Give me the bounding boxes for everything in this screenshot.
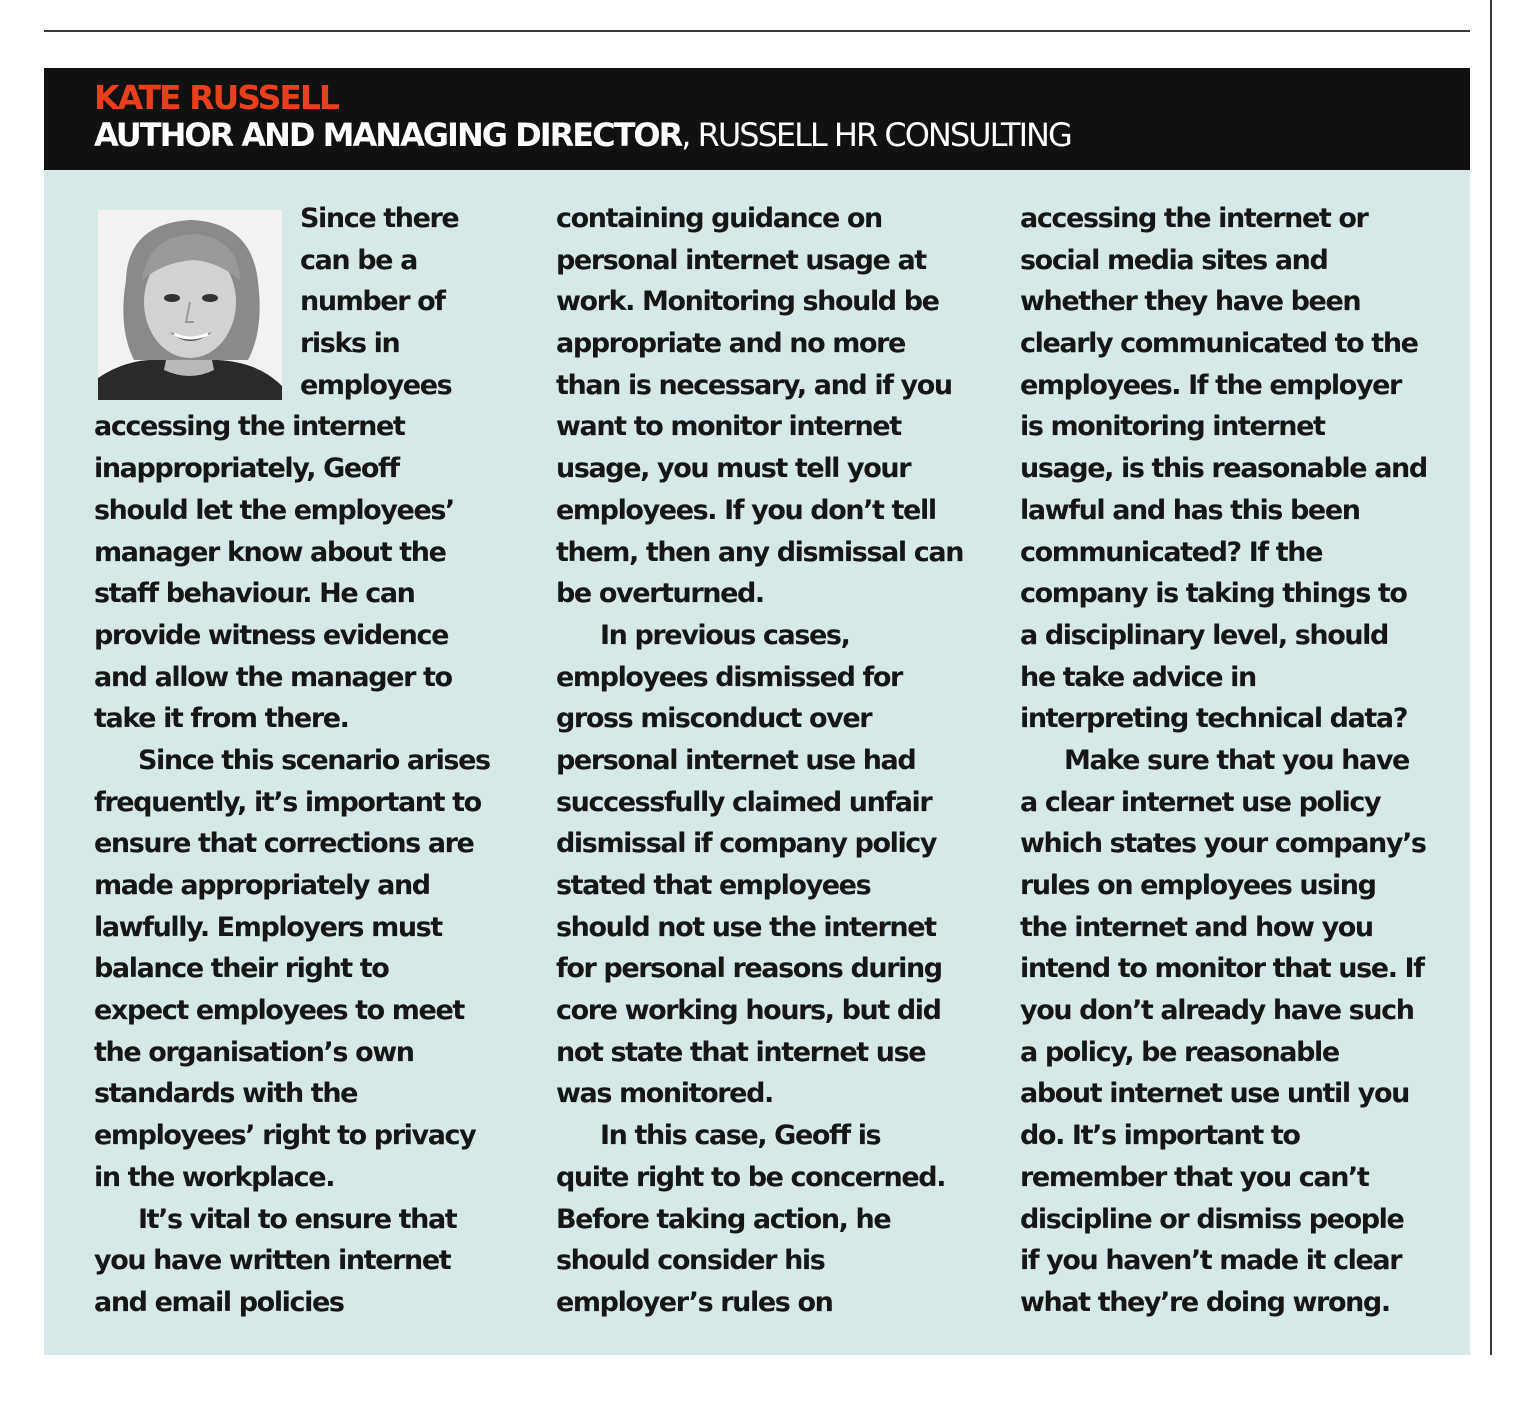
article-line: the internet and how you — [1020, 911, 1373, 943]
article-line: employees dismissed for — [556, 661, 902, 693]
article-line: appropriate and no more — [556, 328, 905, 360]
article-line: successfully claimed unfair — [556, 786, 932, 818]
article-column-1 — [94, 198, 490, 1324]
article-line: do. It’s important to — [1020, 1120, 1300, 1152]
article-line: accessing the internet or — [1020, 203, 1368, 234]
article-line: quite right to be concerned. — [556, 1161, 946, 1193]
article-line: employees — [300, 369, 452, 401]
author-role: AUTHOR AND MANAGING DIRECTOR — [94, 116, 682, 154]
column-rule — [1490, 0, 1492, 1355]
article-line: Since there — [300, 203, 459, 234]
article-line: stated that employees — [556, 870, 871, 901]
article-line: a policy, be reasonable — [1020, 1036, 1339, 1068]
article-line: should not use the internet — [556, 911, 936, 943]
article-line: standards with the — [94, 1078, 358, 1110]
article-line: lawfully. Employers must — [94, 911, 442, 943]
article-line: and allow the manager to — [94, 661, 452, 693]
article-line: lawful and has this been — [1020, 494, 1360, 526]
article-line: made appropriately and — [94, 870, 430, 901]
article-line: expect employees to meet — [94, 995, 464, 1027]
article-line: you have written internet — [94, 1245, 451, 1277]
article-line: and email policies — [94, 1286, 344, 1318]
article-line: Make sure that you have — [1064, 744, 1409, 776]
article-line: balance their right to — [94, 953, 389, 985]
article-line: than is necessary, and if you — [556, 369, 952, 401]
article-line: Before taking action, he — [556, 1203, 891, 1235]
article-line: Since this scenario arises — [138, 744, 490, 776]
article-line: if you haven’t made it clear — [1020, 1245, 1402, 1277]
article-line: It’s vital to ensure that — [138, 1203, 457, 1235]
article-line: gross misconduct over — [556, 703, 872, 735]
article-line: intend to monitor that use. If — [1020, 953, 1424, 985]
article-line: remember that you can’t — [1020, 1161, 1369, 1193]
article-line: dismissal if company policy — [556, 828, 937, 860]
article-line: inappropriately, Geoff — [94, 453, 399, 485]
article-line: whether they have been — [1020, 286, 1361, 318]
article-line: company is taking things to — [1020, 578, 1407, 610]
article-line: the organisation’s own — [94, 1036, 414, 1068]
byline-header — [44, 68, 1470, 170]
article-line: about internet use until you — [1020, 1078, 1409, 1110]
article-column-3 — [1020, 198, 1427, 1324]
article-line: was monitored. — [556, 1078, 773, 1110]
article-line: usage, you must tell your — [556, 453, 911, 485]
article-line: be overturned. — [556, 578, 764, 610]
article-line: not state that internet use — [556, 1036, 926, 1068]
article-line: core working hours, but did — [556, 995, 941, 1027]
top-rule — [44, 30, 1470, 32]
article-line: manager know about the — [94, 536, 446, 568]
article-line: is monitoring internet — [1020, 411, 1325, 443]
author-title — [94, 116, 1071, 154]
article-line: staff behaviour. He can — [94, 578, 415, 610]
article-line: rules on employees using — [1020, 870, 1376, 901]
article-line: take it from there. — [94, 703, 349, 735]
article-line: a disciplinary level, should — [1020, 619, 1388, 651]
article-line: what they’re doing wrong. — [1020, 1286, 1390, 1318]
article-line: work. Monitoring should be — [556, 286, 939, 318]
article-line: for personal reasons during — [556, 953, 942, 985]
article-line: them, then any dismissal can — [556, 536, 964, 568]
article-line: you don’t already have such — [1020, 995, 1414, 1027]
article-line: should consider his — [556, 1245, 825, 1277]
article-line: a clear internet use policy — [1020, 786, 1381, 818]
author-company: , RUSSELL HR CONSULTING — [681, 116, 1071, 154]
article-line: personal internet use had — [556, 744, 916, 776]
article-line: in the workplace. — [94, 1161, 335, 1193]
article-line: employer’s rules on — [556, 1286, 833, 1318]
article-line: employees’ right to privacy — [94, 1120, 476, 1152]
article-line: risks in — [300, 328, 400, 360]
article-line: discipline or dismiss people — [1020, 1203, 1404, 1235]
article-line: interpreting technical data? — [1020, 703, 1408, 735]
article-line: usage, is this reasonable and — [1020, 453, 1427, 485]
article-line: employees. If you don’t tell — [556, 494, 936, 526]
article-line: ensure that corrections are — [94, 828, 474, 860]
article-column-2 — [556, 198, 963, 1324]
article-line: personal internet usage at — [556, 244, 926, 276]
article-line: accessing the internet — [94, 411, 405, 443]
article-line: he take advice in — [1020, 661, 1256, 693]
article-line: which states your company’s — [1020, 828, 1426, 860]
article-line: employees. If the employer — [1020, 369, 1401, 401]
article-line: communicated? If the — [1020, 536, 1322, 568]
article-line: social media sites and — [1020, 244, 1328, 276]
article-line: In this case, Geoff is — [600, 1120, 881, 1152]
article-line: In previous cases, — [600, 619, 850, 651]
article-line: should let the employees’ — [94, 494, 454, 526]
article-line: containing guidance on — [556, 203, 882, 234]
article-line: can be a — [300, 244, 417, 276]
article-line: frequently, it’s important to — [94, 786, 481, 818]
article-line: want to monitor internet — [556, 411, 901, 443]
article-line: number of — [300, 286, 445, 318]
article-line: clearly communicated to the — [1020, 328, 1418, 360]
article-line: provide witness evidence — [94, 619, 449, 651]
author-name: KATE RUSSELL — [94, 78, 338, 117]
